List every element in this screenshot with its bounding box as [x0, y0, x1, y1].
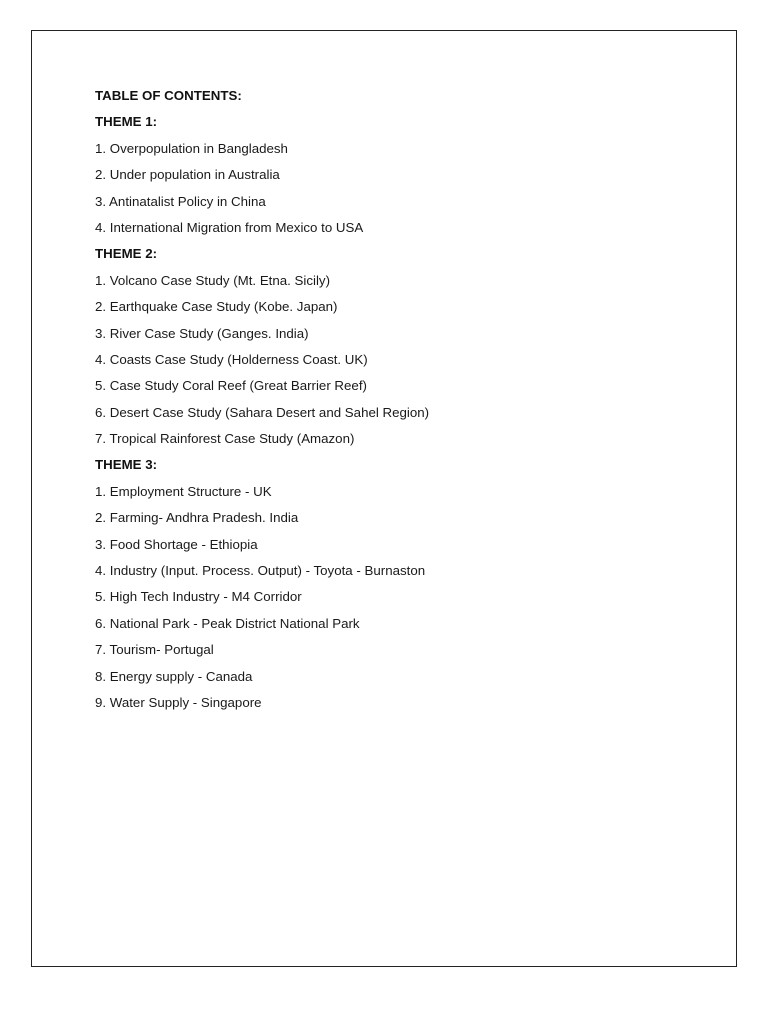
toc-item: 4. Coasts Case Study (Holderness Coast. UK) [95, 351, 368, 367]
toc-item: 9. Water Supply - Singapore [95, 694, 262, 710]
toc-item: 2. Earthquake Case Study (Kobe. Japan) [95, 299, 338, 315]
toc-item: 1. Volcano Case Study (Mt. Etna. Sicily) [95, 272, 331, 288]
toc-item: 7. Tourism- Portugal [95, 642, 214, 658]
document-page [31, 30, 737, 967]
theme-heading: THEME 2: [95, 246, 158, 262]
theme-heading: THEME 1: [95, 114, 158, 130]
toc-item: 8. Energy supply - Canada [95, 668, 253, 684]
toc-item: 3. Antinatalist Policy in China [95, 193, 266, 209]
toc-title: TABLE OF CONTENTS: [95, 88, 242, 103]
toc-item: 3. River Case Study (Ganges. India) [95, 325, 309, 341]
toc-item: 5. High Tech Industry - M4 Corridor [95, 589, 302, 605]
toc-item: 5. Case Study Coral Reef (Great Barrier Reef) [95, 378, 367, 394]
table-of-contents [95, 83, 715, 716]
theme-heading: THEME 3: [95, 457, 158, 473]
toc-item: 7. Tropical Rainforest Case Study (Amazon) [95, 431, 355, 447]
toc-item: 2. Under population in Australia [95, 167, 280, 183]
toc-item: 2. Farming- Andhra Pradesh. India [95, 510, 299, 526]
toc-item: 6. National Park - Peak District National Park [95, 615, 360, 631]
toc-item: 4. Industry (Input. Process. Output) - Toyota - Burnaston [95, 563, 426, 579]
toc-item: 4. International Migration from Mexico to USA [95, 219, 364, 235]
toc-item: 3. Food Shortage - Ethiopia [95, 536, 258, 552]
toc-item: 6. Desert Case Study (Sahara Desert and Sahel Region) [95, 404, 430, 420]
toc-item: 1. Employment Structure - UK [95, 483, 272, 499]
toc-item: 1. Overpopulation in Bangladesh [95, 140, 288, 156]
